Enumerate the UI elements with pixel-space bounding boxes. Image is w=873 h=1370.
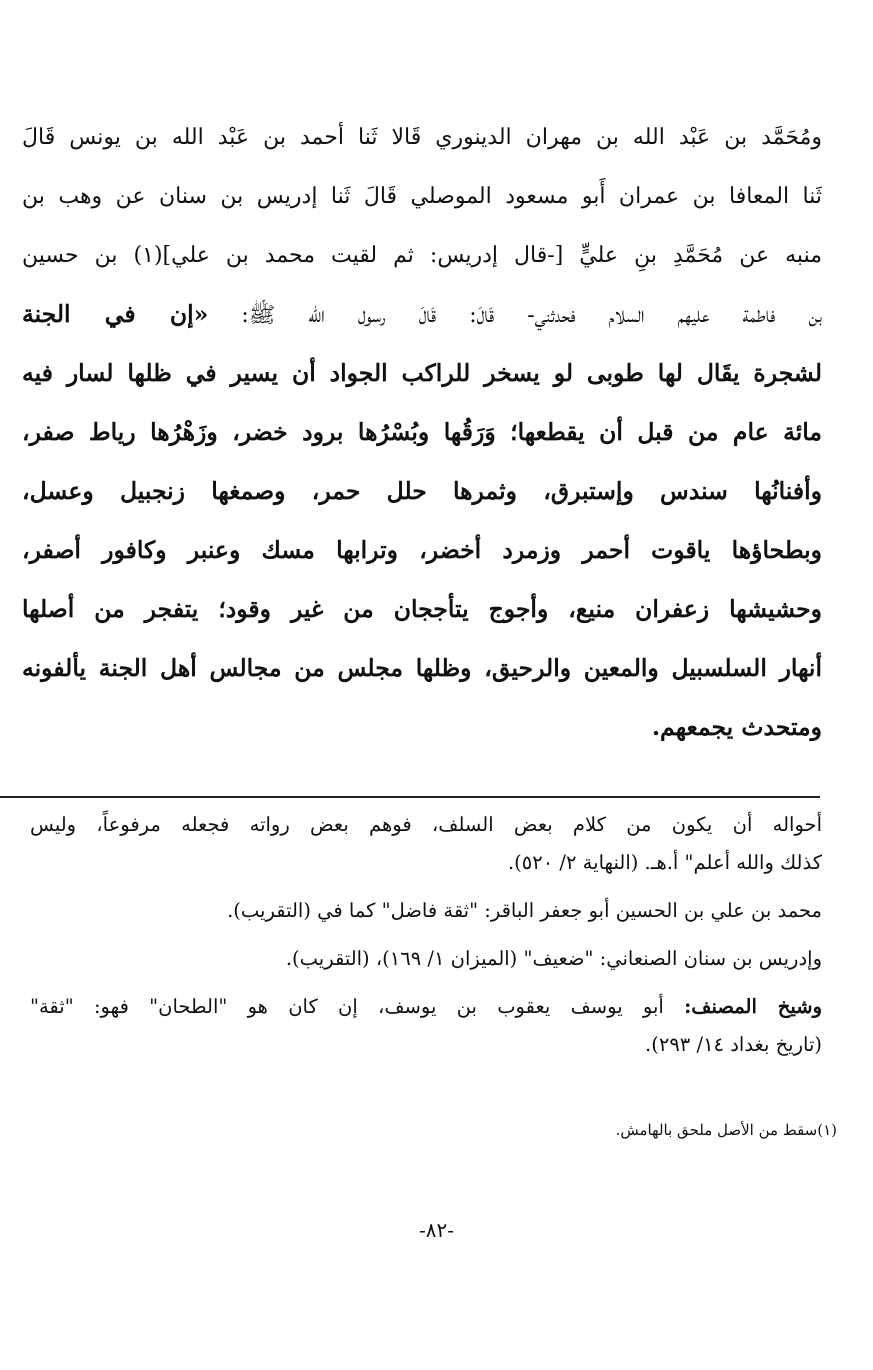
footnote-para2: محمد بن علي بن الحسين أبو جعفر الباقر: "ثقة فاضل" كما في (التقريب). [227,899,822,922]
footnote-separator [0,796,820,798]
footnote-para4-line1 [30,988,822,1026]
footnotes-block [30,806,822,1064]
hadith-line-3: وأفنانُها سندس وإستبرق، وثمرها حلل حمر، وصمغها زنجبيل وعسل، [22,477,822,505]
footnote-para3: وإدريس بن سنان الصنعاني: "ضعيف" (الميزان ١/ ١٦٩)، (التقريب). [285,947,822,970]
hadith-line-6: أنهار السلسبيل والمعين والرحيق، وظلها مجلس من مجالس أهل الجنة يألفونه [22,654,822,682]
main-text-block [22,108,822,757]
footnote-para4-text: أبو يوسف يعقوب بن يوسف، إن كان هو "الطحان" فهو: "ثقة" [30,995,685,1018]
hadith-line-1: لشجرة يقَال لها طوبى لو يسخر للراكب الجواد أن يسير في ظلها لسار فيه [22,359,822,387]
hadith-line-7: ومتحدث يجمعهم. [651,713,822,741]
hadith-line-5: وحشيشها زعفران منيع، وأجوج يتأججان من غير وقود؛ يتفجر من أصلها [22,595,822,623]
text-line-4 [22,285,822,344]
footnote-para1-line2: كذلك والله أعلم" أ.هـ. (النهاية ٢/ ٥٢٠). [507,851,822,874]
footnote-1: (١)سقط من الأصل ملحق بالهامش. [615,1121,837,1139]
text-line-1: ومُحَمَّد بن عَبْد الله بن مهران الدينوري قَالا ثَنا أحمد بن عَبْد الله بن يونس قَالَ [22,125,822,150]
hadith-line-4: وبطحاؤها ياقوت أحمر وزمرد أخضر، وترابها مسك وعنبر وكافور أصفر، [22,536,822,564]
text-line-3: منبه عن مُحَمَّدِ بنِ عليٍّ [-قال إدريس: ثم لقيت محمد بن علي](١) بن حسين [22,243,822,268]
hadith-line-2: مائة عام من قبل أن يقطعها؛ وَرَقُها وبُسْرُها برود خضر، وزَهْرُها رياط صفر، [22,418,822,446]
text-line-4-narration: بن فاطمة عليهم السلام فحدثني- قَالَ: قَالَ رسول الله ﷺ: [208,303,822,328]
footnote-para4-label: وشيخ المصنف: [684,995,822,1018]
page-number: -٨٢- [418,1218,454,1242]
footnote-para4-line2: (تاريخ بغداد ١٤/ ٢٩٣). [645,1033,822,1056]
text-line-2: ثَنا المعافا بن عمران أَبو مسعود الموصلي قَالَ ثَنا إدريس بن سنان عن وهب بن [22,184,822,209]
text-line-4-hadith-start: «إن في الجنة [22,300,209,328]
footnote-para1-line1: أحواله أن يكون من كلام بعض السلف، فوهم بعض رواته فجعله مرفوعاً، وليس [30,813,822,836]
